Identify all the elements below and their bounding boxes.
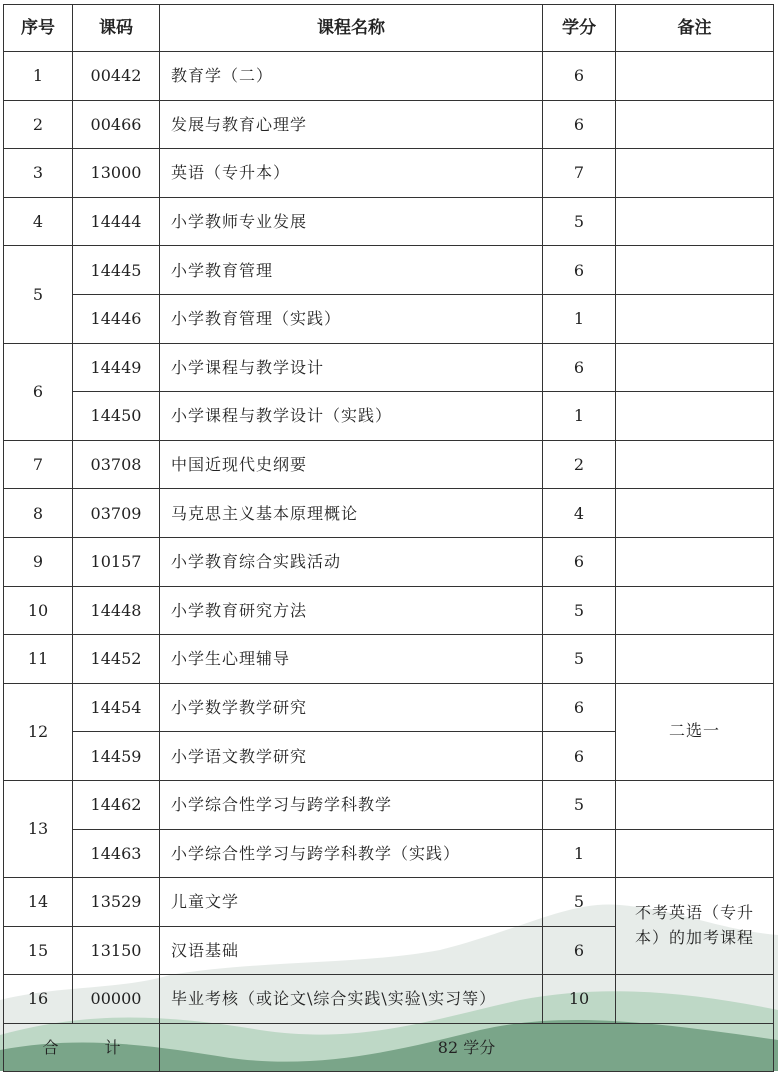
row-note — [616, 635, 774, 684]
row-code: 00442 — [73, 52, 160, 101]
row-code: 00000 — [73, 975, 160, 1024]
table-row — [4, 392, 774, 441]
row-code: 13000 — [73, 149, 160, 198]
total-label-left: 合 — [42, 1038, 59, 1058]
row-index: 13 — [4, 780, 73, 877]
table-row — [4, 975, 774, 1024]
row-note — [616, 392, 774, 441]
row-name: 毕业考核（或论文\综合实践\实验\实习等） — [160, 975, 543, 1024]
row-index: 10 — [4, 586, 73, 635]
row-name: 小学教育管理（实践） — [160, 294, 543, 343]
row-index: 2 — [4, 100, 73, 149]
row-index: 15 — [4, 926, 73, 975]
row-note — [616, 489, 774, 538]
row-index: 1 — [4, 52, 73, 101]
table-row — [4, 586, 774, 635]
row-credit: 6 — [543, 683, 616, 732]
row-note — [616, 780, 774, 829]
course-table — [3, 4, 774, 1072]
row-index: 11 — [4, 635, 73, 684]
table-row — [4, 52, 774, 101]
row-index: 3 — [4, 149, 73, 198]
row-credit: 1 — [543, 294, 616, 343]
row-index: 5 — [4, 246, 73, 343]
table-row — [4, 683, 774, 732]
row-name: 小学教育综合实践活动 — [160, 537, 543, 586]
table-row — [4, 489, 774, 538]
row-name: 小学生心理辅导 — [160, 635, 543, 684]
row-name: 小学课程与教学设计（实践） — [160, 392, 543, 441]
row-code: 14459 — [73, 732, 160, 781]
row-credit: 6 — [543, 343, 616, 392]
table-row — [4, 537, 774, 586]
row-code: 10157 — [73, 537, 160, 586]
table-row — [4, 294, 774, 343]
row-name: 小学综合性学习与跨学科教学 — [160, 780, 543, 829]
row-credit: 6 — [543, 100, 616, 149]
row-credit: 10 — [543, 975, 616, 1024]
row-note — [616, 537, 774, 586]
row-code: 14448 — [73, 586, 160, 635]
row-credit: 5 — [543, 586, 616, 635]
table-row — [4, 246, 774, 295]
row-note — [616, 100, 774, 149]
table-row — [4, 197, 774, 246]
row-name: 发展与教育心理学 — [160, 100, 543, 149]
header-credit: 学分 — [543, 5, 616, 52]
row-credit: 5 — [543, 197, 616, 246]
row-name: 教育学（二） — [160, 52, 543, 101]
row-code: 13529 — [73, 878, 160, 927]
row-name: 小学语文教学研究 — [160, 732, 543, 781]
row-index: 6 — [4, 343, 73, 440]
table-row — [4, 829, 774, 878]
row-note — [616, 586, 774, 635]
row-code: 13150 — [73, 926, 160, 975]
note-extra-line1: 不考英语（专升 — [634, 903, 754, 923]
note-choose-one: 二选一 — [616, 683, 774, 780]
row-credit: 7 — [543, 149, 616, 198]
row-index: 12 — [4, 683, 73, 780]
row-name: 小学教师专业发展 — [160, 197, 543, 246]
row-name: 小学综合性学习与跨学科教学（实践） — [160, 829, 543, 878]
row-code: 14444 — [73, 197, 160, 246]
row-code: 14462 — [73, 780, 160, 829]
row-credit: 6 — [543, 246, 616, 295]
table-row — [4, 149, 774, 198]
row-credit: 6 — [543, 537, 616, 586]
row-note — [616, 343, 774, 392]
note-extra-line2: 本）的加考课程 — [634, 928, 754, 948]
row-index: 14 — [4, 878, 73, 927]
row-name: 中国近现代史纲要 — [160, 440, 543, 489]
row-code: 14446 — [73, 294, 160, 343]
table-row — [4, 780, 774, 829]
note-extra-course — [616, 878, 774, 975]
row-index: 9 — [4, 537, 73, 586]
table-row — [4, 440, 774, 489]
row-name: 汉语基础 — [160, 926, 543, 975]
row-credit: 1 — [543, 829, 616, 878]
row-note — [616, 246, 774, 295]
row-code: 14449 — [73, 343, 160, 392]
header-row — [4, 5, 774, 52]
header-name: 课程名称 — [160, 5, 543, 52]
row-credit: 5 — [543, 878, 616, 927]
row-name: 英语（专升本） — [160, 149, 543, 198]
row-code: 14463 — [73, 829, 160, 878]
row-code: 03709 — [73, 489, 160, 538]
row-code: 14445 — [73, 246, 160, 295]
total-row — [4, 1023, 774, 1072]
row-credit: 2 — [543, 440, 616, 489]
row-note — [616, 975, 774, 1024]
row-index: 7 — [4, 440, 73, 489]
row-note — [616, 829, 774, 878]
row-note — [616, 52, 774, 101]
row-name: 小学教育研究方法 — [160, 586, 543, 635]
total-label-right: 计 — [104, 1038, 121, 1058]
row-credit: 6 — [543, 732, 616, 781]
row-code: 14450 — [73, 392, 160, 441]
row-code: 00466 — [73, 100, 160, 149]
row-credit: 6 — [543, 52, 616, 101]
table-row — [4, 878, 774, 927]
row-credit: 1 — [543, 392, 616, 441]
row-note — [616, 197, 774, 246]
row-code: 03708 — [73, 440, 160, 489]
row-note — [616, 294, 774, 343]
row-index: 4 — [4, 197, 73, 246]
row-credit: 4 — [543, 489, 616, 538]
header-index: 序号 — [4, 5, 73, 52]
row-name: 小学课程与教学设计 — [160, 343, 543, 392]
row-note — [616, 440, 774, 489]
row-name: 马克思主义基本原理概论 — [160, 489, 543, 538]
total-value: 82 学分 — [160, 1023, 774, 1072]
row-credit: 5 — [543, 635, 616, 684]
header-code: 课码 — [73, 5, 160, 52]
table-row — [4, 100, 774, 149]
row-note — [616, 149, 774, 198]
row-name: 儿童文学 — [160, 878, 543, 927]
table-row — [4, 635, 774, 684]
row-index: 16 — [4, 975, 73, 1024]
header-note: 备注 — [616, 5, 774, 52]
row-name: 小学数学教学研究 — [160, 683, 543, 732]
table-row — [4, 343, 774, 392]
total-label — [4, 1023, 160, 1072]
row-code: 14454 — [73, 683, 160, 732]
row-name: 小学教育管理 — [160, 246, 543, 295]
row-credit: 5 — [543, 780, 616, 829]
row-code: 14452 — [73, 635, 160, 684]
row-credit: 6 — [543, 926, 616, 975]
row-index: 8 — [4, 489, 73, 538]
